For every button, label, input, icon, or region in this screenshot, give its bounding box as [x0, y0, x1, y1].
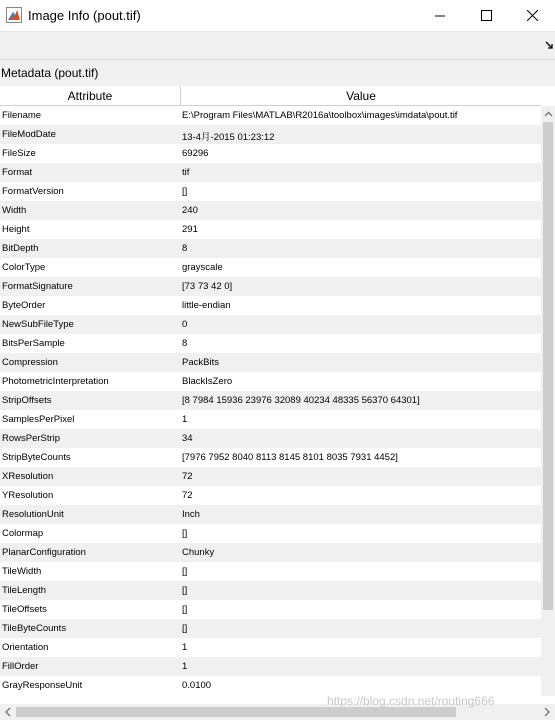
vertical-scroll-thumb[interactable]	[543, 122, 553, 610]
value-cell: 1	[182, 414, 188, 425]
attribute-cell: StripOffsets	[2, 395, 52, 406]
close-button[interactable]	[509, 0, 555, 31]
attribute-cell: ByteOrder	[2, 300, 46, 311]
table-row[interactable]	[0, 676, 541, 695]
attribute-cell: Colormap	[2, 528, 44, 539]
maximize-button[interactable]	[463, 0, 509, 31]
scroll-left-icon[interactable]	[2, 706, 14, 718]
table-row[interactable]	[0, 125, 541, 144]
scroll-right-icon[interactable]	[541, 706, 553, 718]
table-row[interactable]	[0, 372, 541, 391]
value-cell: Chunky	[182, 547, 215, 558]
table-row[interactable]	[0, 619, 541, 638]
attribute-cell: NewSubFileType	[2, 319, 74, 330]
title-bar	[0, 0, 555, 31]
table-row[interactable]	[0, 600, 541, 619]
value-cell: []	[182, 604, 188, 615]
metadata-title: Metadata (pout.tif)	[1, 66, 99, 80]
window-title: Image Info (pout.tif)	[28, 8, 141, 23]
column-header-attribute[interactable]: Attribute	[0, 86, 181, 106]
table-row[interactable]	[0, 334, 541, 353]
vertical-scrollbar[interactable]	[541, 106, 555, 696]
attribute-cell: Width	[2, 205, 27, 216]
value-cell: 1	[182, 642, 188, 653]
toolbar	[0, 31, 555, 60]
attribute-cell: FileSize	[2, 148, 36, 159]
table-row[interactable]	[0, 258, 541, 277]
table-row[interactable]	[0, 144, 541, 163]
value-cell: []	[182, 623, 188, 634]
value-cell: grayscale	[182, 262, 223, 273]
watermark-text: https://blog.csdn.net/routing666	[327, 694, 495, 708]
attribute-cell: PhotometricInterpretation	[2, 376, 109, 387]
table-row[interactable]	[0, 543, 541, 562]
attribute-cell: RowsPerStrip	[2, 433, 61, 444]
table-row[interactable]	[0, 391, 541, 410]
value-cell: [8 7984 15936 23976 32089 40234 48335 56370 64301]	[182, 395, 420, 406]
attribute-cell: ColorType	[2, 262, 46, 273]
table-row[interactable]	[0, 524, 541, 543]
table-row[interactable]	[0, 163, 541, 182]
attribute-cell: TileLength	[2, 585, 47, 596]
attribute-cell: TileWidth	[2, 566, 42, 577]
minimize-icon	[435, 11, 445, 21]
value-cell: BlackIsZero	[182, 376, 233, 387]
metadata-header	[0, 60, 555, 86]
attribute-cell: GrayResponseUnit	[2, 680, 83, 691]
value-cell: 69296	[182, 148, 209, 159]
attribute-cell: StripByteCounts	[2, 452, 71, 463]
attribute-cell: FillOrder	[2, 661, 39, 672]
value-cell: 8	[182, 243, 188, 254]
value-cell: 13-4月-2015 01:23:12	[182, 132, 275, 143]
value-cell: 0.0100	[182, 680, 212, 691]
column-header-value[interactable]: Value	[181, 86, 541, 106]
table-row[interactable]	[0, 201, 541, 220]
attribute-cell: TileOffsets	[2, 604, 47, 615]
table-row[interactable]	[0, 296, 541, 315]
value-cell: 72	[182, 471, 193, 482]
value-cell: []	[182, 585, 188, 596]
value-cell: PackBits	[182, 357, 219, 368]
horizontal-scroll-thumb[interactable]	[16, 707, 456, 717]
attribute-cell: YResolution	[2, 490, 54, 501]
attribute-cell: PlanarConfiguration	[2, 547, 86, 558]
value-cell: tif	[182, 167, 190, 178]
attribute-cell: BitsPerSample	[2, 338, 65, 349]
value-cell: 8	[182, 338, 188, 349]
value-cell: 0	[182, 319, 188, 330]
attribute-cell: Compression	[2, 357, 58, 368]
value-cell: 291	[182, 224, 198, 235]
table-row[interactable]	[0, 277, 541, 296]
attribute-cell: FormatVersion	[2, 186, 64, 197]
value-cell: Inch	[182, 509, 200, 520]
attribute-cell: SamplesPerPixel	[2, 414, 75, 425]
table-row[interactable]	[0, 448, 541, 467]
value-cell: []	[182, 528, 188, 539]
matlab-icon	[6, 7, 22, 23]
attribute-cell: TileByteCounts	[2, 623, 67, 634]
table-row[interactable]	[0, 467, 541, 486]
table-row[interactable]	[0, 429, 541, 448]
value-cell: E:\Program Files\MATLAB\R2016a\toolbox\images\imdata\pout.tif	[182, 110, 458, 121]
attribute-cell: XResolution	[2, 471, 54, 482]
table-row[interactable]	[0, 182, 541, 201]
value-cell: 72	[182, 490, 193, 501]
value-cell: little-endian	[182, 300, 231, 311]
close-icon	[527, 10, 538, 21]
undock-arrow-icon[interactable]	[545, 41, 553, 49]
table-row[interactable]	[0, 657, 541, 676]
attribute-cell: Orientation	[2, 642, 49, 653]
scroll-up-icon[interactable]	[541, 108, 555, 120]
table-row[interactable]	[0, 581, 541, 600]
table-row[interactable]	[0, 486, 541, 505]
value-cell: [7976 7952 8040 8113 8145 8101 8035 7931 4452]	[182, 452, 398, 463]
attribute-cell: ResolutionUnit	[2, 509, 64, 520]
table-row[interactable]	[0, 220, 541, 239]
table-row[interactable]	[0, 562, 541, 581]
table-row[interactable]	[0, 106, 541, 125]
table-row[interactable]	[0, 505, 541, 524]
table-row[interactable]	[0, 353, 541, 372]
value-cell: []	[182, 566, 188, 577]
attribute-cell: BitDepth	[2, 243, 39, 254]
value-cell: [73 73 42 0]	[182, 281, 233, 292]
value-cell: []	[182, 186, 188, 197]
value-cell: 34	[182, 433, 193, 444]
table-row[interactable]	[0, 315, 541, 334]
attribute-cell: Filename	[2, 110, 42, 121]
attribute-cell: Height	[2, 224, 30, 235]
attribute-cell: FileModDate	[2, 129, 56, 140]
table-row[interactable]	[0, 410, 541, 429]
minimize-button[interactable]	[417, 0, 463, 31]
attribute-cell: Format	[2, 167, 33, 178]
maximize-icon	[481, 10, 492, 21]
table-body	[0, 106, 541, 696]
attribute-cell: FormatSignature	[2, 281, 73, 292]
value-cell: 1	[182, 661, 188, 672]
value-cell: 240	[182, 205, 198, 216]
metadata-table	[0, 86, 555, 720]
table-row[interactable]	[0, 239, 541, 258]
table-row[interactable]	[0, 638, 541, 657]
